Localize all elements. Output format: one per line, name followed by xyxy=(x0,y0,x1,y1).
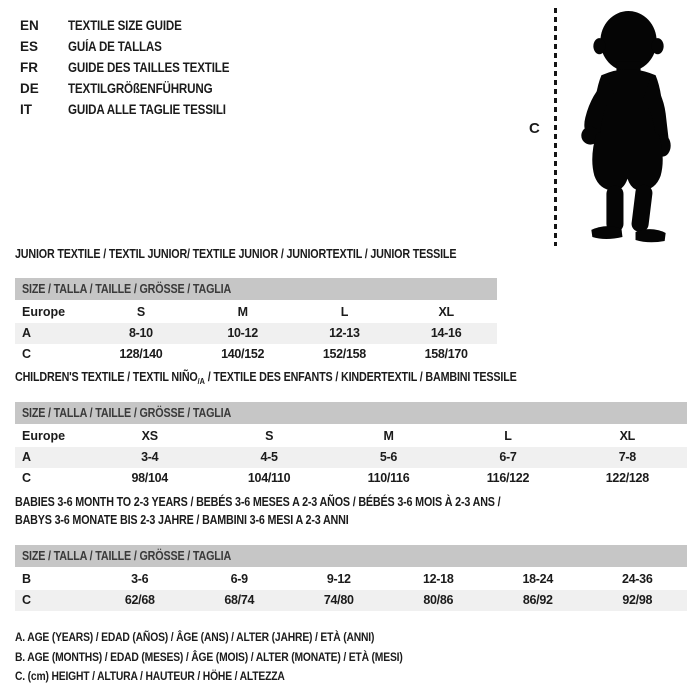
language-row-fr xyxy=(20,57,256,78)
table-cell: 62/68 xyxy=(124,593,155,607)
table-row-height xyxy=(15,344,497,365)
table-cell: L xyxy=(504,429,512,443)
table-cell: 104/110 xyxy=(247,471,291,485)
height-measure-label: C xyxy=(529,120,540,137)
children-title-pre: CHILDREN'S TEXTILE / TEXTIL NIÑO xyxy=(15,370,198,384)
junior-section-title xyxy=(15,247,528,261)
table-cell: 110/116 xyxy=(367,471,410,485)
table-cell: XS xyxy=(141,429,158,443)
table-row-height xyxy=(15,468,687,489)
babies-title-line2: BABYS 3-6 MONATE BIS 2-3 JAHRE / BAMBINI 3-6 MESI A 2-3 ANNI xyxy=(15,512,349,527)
table-cell: 6-9 xyxy=(230,572,248,586)
language-title: TEXTILGRÖßENFÜHRUNG xyxy=(68,81,213,96)
row-label: A xyxy=(22,326,32,340)
table-cell: 122/128 xyxy=(605,471,649,485)
table-cell: 128/140 xyxy=(119,347,163,361)
size-header-text: SIZE / TALLA / TAILLE / GRÖSSE / TAGLIA xyxy=(22,406,232,420)
table-cell: 86/92 xyxy=(522,593,553,607)
size-header-row xyxy=(15,278,497,300)
language-code: FR xyxy=(20,60,38,75)
language-code: ES xyxy=(20,39,39,54)
babies-section-title xyxy=(15,494,579,529)
language-row-de xyxy=(20,78,256,99)
note-age-years xyxy=(15,628,466,648)
table-cell: 8-10 xyxy=(128,326,153,340)
table-cell: 18-24 xyxy=(522,572,553,586)
language-code: EN xyxy=(20,18,39,33)
row-label: Europe xyxy=(22,429,66,443)
height-dashed-line xyxy=(554,8,557,246)
table-cell: 9-12 xyxy=(326,572,351,586)
row-label: A xyxy=(22,450,32,464)
note-text: A. AGE (YEARS) / EDAD (AÑOS) / ÂGE (ANS) / ALTER (JAHRE) / ETÀ (ANNI) xyxy=(15,630,375,644)
table-row-age-years xyxy=(15,447,687,468)
language-code: IT xyxy=(20,102,32,117)
row-label: Europe xyxy=(22,305,66,319)
size-header-row xyxy=(15,545,687,567)
table-row-europe xyxy=(15,302,497,323)
children-size-table xyxy=(15,402,687,489)
junior-size-table xyxy=(15,278,497,365)
children-section-title-text xyxy=(15,370,517,386)
table-cell: S xyxy=(265,429,274,443)
language-title: TEXTILE SIZE GUIDE xyxy=(68,18,182,33)
table-cell: 10-12 xyxy=(227,326,258,340)
legend-notes xyxy=(15,628,466,687)
table-cell: 12-13 xyxy=(329,326,360,340)
row-label: C xyxy=(22,593,32,607)
table-cell: 3-6 xyxy=(131,572,149,586)
table-cell: S xyxy=(136,305,145,319)
table-cell: 7-8 xyxy=(618,450,636,464)
table-row-europe xyxy=(15,426,687,447)
children-title-post: / TEXTILE DES ENFANTS / KINDERTEXTIL / BAMBINI TESSILE xyxy=(204,370,517,384)
note-age-months xyxy=(15,648,466,668)
table-cell: 3-4 xyxy=(141,450,159,464)
language-title: GUIDA ALLE TAGLIE TESSILI xyxy=(68,102,226,117)
babies-size-table xyxy=(15,545,687,611)
toddler-silhouette xyxy=(561,5,694,246)
table-cell: 24-36 xyxy=(622,572,653,586)
table-row-age-years xyxy=(15,323,497,344)
note-text: C. (cm) HEIGHT / ALTURA / HAUTEUR / HÖHE / ALTEZZA xyxy=(15,669,285,683)
table-cell: 152/158 xyxy=(322,347,366,361)
size-header-row xyxy=(15,402,687,424)
language-title: GUÍA DE TALLAS xyxy=(68,39,162,54)
note-text: B. AGE (MONTHS) / EDAD (MESES) / ÂGE (MOIS) / ALTER (MONATE) / ETÀ (MESI) xyxy=(15,649,403,664)
children-section-title xyxy=(15,370,598,386)
table-cell: XL xyxy=(438,305,454,319)
table-cell: M xyxy=(383,429,394,443)
children-title-subscript: /A xyxy=(197,376,205,386)
row-label: C xyxy=(22,347,32,361)
language-row-es xyxy=(20,36,256,57)
table-cell: 14-16 xyxy=(430,326,462,340)
note-height-cm xyxy=(15,667,466,687)
language-row-en xyxy=(20,15,256,36)
language-row-it xyxy=(20,99,256,120)
language-title: GUIDE DES TAILLES TEXTILE xyxy=(68,60,230,75)
table-cell: L xyxy=(340,305,349,319)
table-row-age-months xyxy=(15,569,687,590)
table-cell: 92/98 xyxy=(622,593,653,607)
table-cell: 74/80 xyxy=(323,593,354,607)
table-cell: 158/170 xyxy=(424,347,468,361)
size-header-text: SIZE / TALLA / TAILLE / GRÖSSE / TAGLIA xyxy=(22,282,232,296)
language-title-list xyxy=(20,15,256,120)
babies-title-line1: BABIES 3-6 MONTH TO 2-3 YEARS / BEBÉS 3-6 MESES A 2-3 AÑOS / BÉBÉS 3-6 MOIS À 2-3 ANS / xyxy=(15,495,501,509)
row-label: B xyxy=(22,572,32,586)
table-cell: 12-18 xyxy=(423,572,454,586)
table-cell: 116/122 xyxy=(486,471,530,485)
table-cell: 4-5 xyxy=(260,450,278,464)
table-cell: XL xyxy=(619,429,636,443)
table-cell: 98/104 xyxy=(131,471,168,485)
table-cell: 5-6 xyxy=(379,450,398,464)
junior-section-title-text: JUNIOR TEXTILE / TEXTIL JUNIOR/ TEXTILE JUNIOR / JUNIORTEXTIL / JUNIOR TESSILE xyxy=(15,247,457,261)
table-cell: 140/152 xyxy=(221,347,265,361)
table-cell: 80/86 xyxy=(423,593,454,607)
table-cell: M xyxy=(237,305,248,319)
language-code: DE xyxy=(20,81,39,96)
table-row-height xyxy=(15,590,687,611)
size-header-text: SIZE / TALLA / TAILLE / GRÖSSE / TAGLIA xyxy=(22,549,232,563)
table-cell: 68/74 xyxy=(224,593,255,607)
table-cell: 6-7 xyxy=(499,450,517,464)
row-label: C xyxy=(22,471,32,485)
